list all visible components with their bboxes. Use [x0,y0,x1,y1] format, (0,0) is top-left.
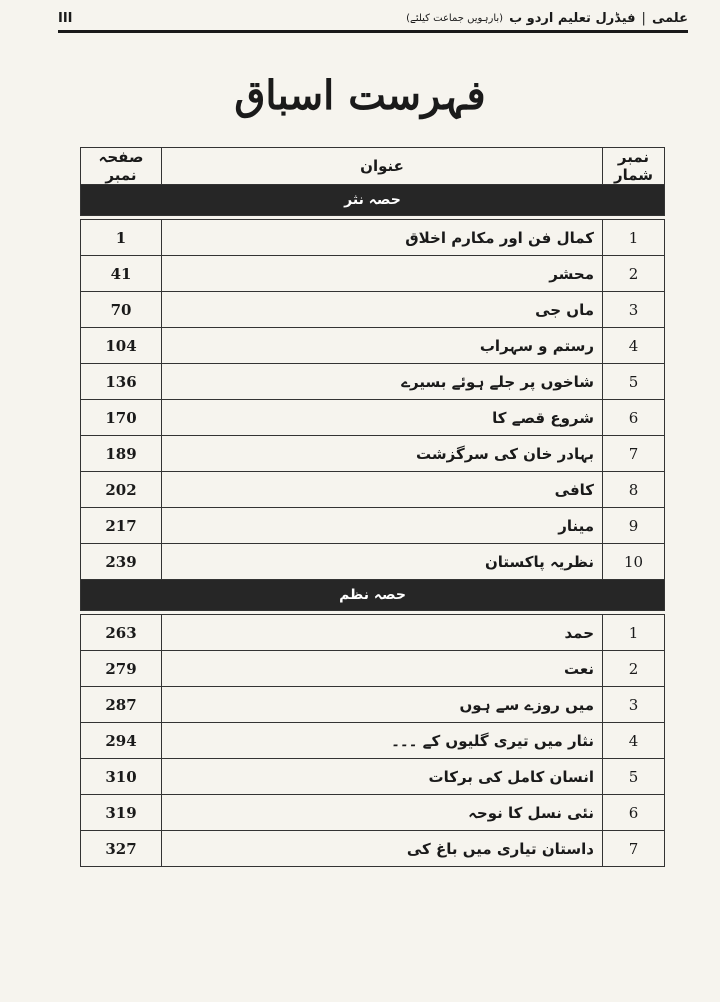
section-header [81,580,665,611]
table-row [81,723,665,759]
serial-number-cell: 8 [603,472,665,508]
serial-number-cell: 3 [603,292,665,328]
contents-table [80,147,665,867]
page-number-cell: 70 [81,292,162,328]
table-row [81,615,665,651]
table-row [81,436,665,472]
lesson-title-cell: میں روزے سے ہوں [162,687,603,723]
serial-number-cell: 10 [603,544,665,580]
lesson-title-cell: شروع قصے کا [162,400,603,436]
page-number-cell: 287 [81,687,162,723]
column-header-number: نمبر شمار [603,148,665,185]
section-title: حصہ نظم [81,580,665,611]
serial-number-cell: 4 [603,328,665,364]
page-number-cell: 294 [81,723,162,759]
table-row [81,328,665,364]
page-number-cell: 327 [81,831,162,867]
table-row [81,795,665,831]
page-number-cell: 239 [81,544,162,580]
serial-number-cell: 5 [603,364,665,400]
page-number-cell: 189 [81,436,162,472]
page-number-cell: 104 [81,328,162,364]
column-header-title: عنوان [162,148,603,185]
serial-number-cell: 7 [603,831,665,867]
lesson-title-cell: نئی نسل کا نوحہ [162,795,603,831]
lesson-title-cell: ماں جی [162,292,603,328]
serial-number-cell: 2 [603,651,665,687]
serial-number-cell: 6 [603,795,665,831]
table-row [81,472,665,508]
lesson-title-cell: مینار [162,508,603,544]
page-header [58,6,688,30]
page-number-cell: 202 [81,472,162,508]
page-number-cell: 1 [81,220,162,256]
header-title-group [406,11,688,26]
lesson-title-cell: نظریہ پاکستان [162,544,603,580]
table-row [81,544,665,580]
table-row [81,364,665,400]
lesson-title-cell: انسان کامل کی برکات [162,759,603,795]
table-row [81,759,665,795]
serial-number-cell: 7 [603,436,665,472]
serial-number-cell: 1 [603,220,665,256]
book-title: فیڈرل تعلیم اردو ب [509,10,636,26]
table-row [81,651,665,687]
table-row [81,831,665,867]
serial-number-cell: 2 [603,256,665,292]
lesson-title-cell: محشر [162,256,603,292]
page-number-cell: 279 [81,651,162,687]
lesson-title-cell: نثار میں تیری گلیوں کے ۔۔۔ [162,723,603,759]
table-row [81,687,665,723]
table-row [81,220,665,256]
header-rule [58,30,688,33]
lesson-title-cell: بہادر خان کی سرگزشت [162,436,603,472]
serial-number-cell: 5 [603,759,665,795]
section-title: حصہ نثر [81,185,665,216]
page-number-cell: 263 [81,615,162,651]
header-separator: | [641,10,646,26]
page-title: فہرست اسباق [234,72,486,119]
lesson-title-cell: رستم و سہراب [162,328,603,364]
lesson-title-cell: داستان تیاری میں باغ کی [162,831,603,867]
table-row [81,400,665,436]
column-header-page: صفحہ نمبر [81,148,162,185]
lesson-title-cell: کافی [162,472,603,508]
page-number-cell: 319 [81,795,162,831]
lesson-title-cell: کمال فن اور مکارم اخلاق [162,220,603,256]
brand-name: علمی [651,10,688,26]
page-number-cell: 170 [81,400,162,436]
page-number-cell: 217 [81,508,162,544]
table-row [81,256,665,292]
lesson-title-cell: نعت [162,651,603,687]
lesson-title-cell: شاخوں پر جلے ہوئے بسیرے [162,364,603,400]
serial-number-cell: 6 [603,400,665,436]
serial-number-cell: 4 [603,723,665,759]
contents-body [81,185,665,867]
page-number-cell: 310 [81,759,162,795]
page-number-cell: 136 [81,364,162,400]
table-row [81,292,665,328]
class-note: (بارہویں جماعت کیلئے) [406,12,504,24]
table-row [81,508,665,544]
lesson-title-cell: حمد [162,615,603,651]
page-number: III [58,10,73,26]
serial-number-cell: 3 [603,687,665,723]
serial-number-cell: 1 [603,615,665,651]
page-number-cell: 41 [81,256,162,292]
serial-number-cell: 9 [603,508,665,544]
section-header [81,185,665,216]
